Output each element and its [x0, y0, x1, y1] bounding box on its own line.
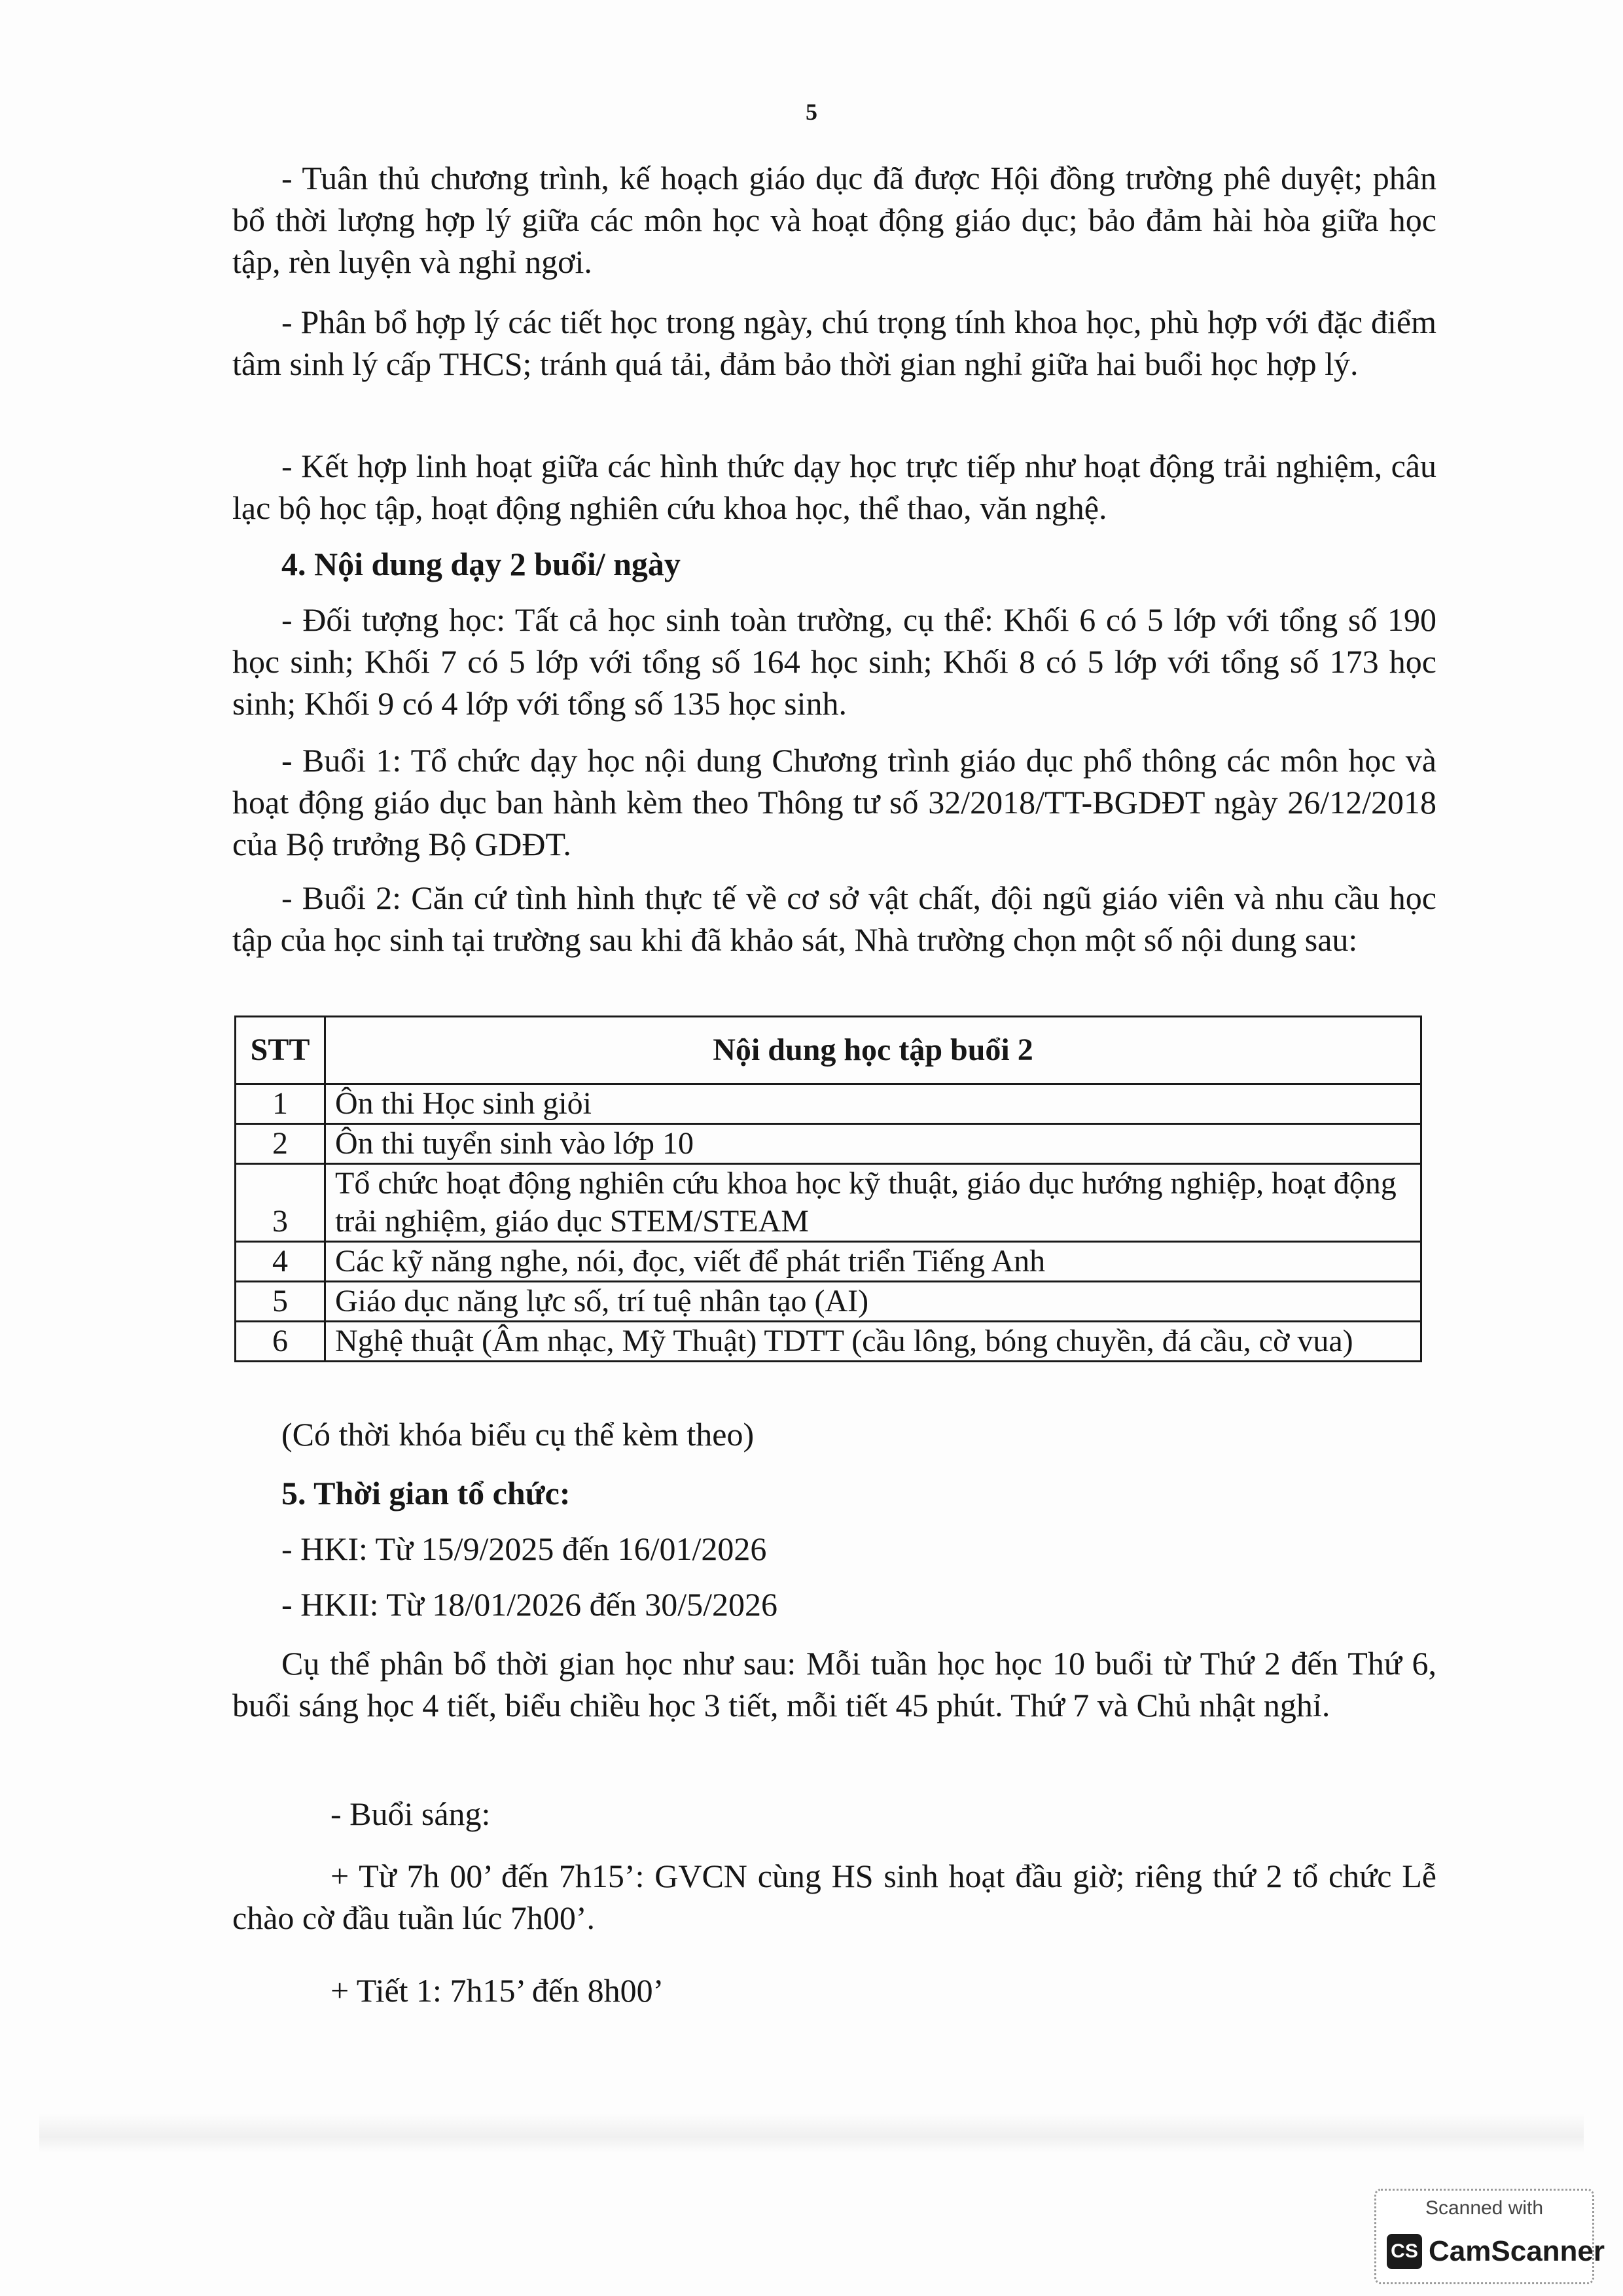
- morning-session-label: - Buổi sáng:: [330, 1795, 491, 1832]
- paragraph-students: - Đối tượng học: Tất cả học sinh toàn trường, cụ thể: Khối 6 có 5 lớp với tổng số 190 học sinh; Khối 7 có 5 lớp với tổng số 164 học sinh; Khối 8 có 5 lớp với tổng số 173 học sinh; Khối 9 có 4 lớp với tổng số 135 học sinh.: [232, 601, 1436, 722]
- row-content: Ôn thi tuyển sinh vào lớp 10: [325, 1124, 1421, 1164]
- paragraph-session-1: - Buổi 1: Tổ chức dạy học nội dung Chương trình giáo dục phổ thông các môn học và hoạt động giáo dục ban hành kèm theo Thông tư số 32/2018/TT-BGDĐT ngày 26/12/2018 của Bộ trưởng Bộ GDĐT.: [232, 742, 1436, 862]
- table-row: [236, 1164, 1421, 1242]
- camscanner-brand: CamScanner: [1429, 2235, 1605, 2267]
- row-content: Ôn thi Học sinh giỏi: [325, 1084, 1421, 1124]
- row-stt: 6: [236, 1322, 325, 1362]
- schedule-item-period-1: + Tiết 1: 7h15’ đến 8h00’: [330, 1972, 664, 2009]
- section-4-heading: 4. Nội dung dạy 2 buổi/ ngày: [281, 546, 681, 582]
- camscanner-badge: [1374, 2189, 1605, 2284]
- table-row: [236, 1282, 1421, 1322]
- paragraph-flexible-teaching: - Kết hợp linh hoạt giữa các hình thức dạy học trực tiếp như hoạt động trải nghiệm, câu lạc bộ học tập, hoạt động nghiên cứu khoa học, thể thao, văn nghệ.: [232, 448, 1436, 526]
- semester-2-dates: - HKII: Từ 18/01/2026 đến 30/5/2026: [281, 1586, 778, 1623]
- section-5-heading: 5. Thời gian tổ chức:: [281, 1475, 571, 1511]
- header-stt: STT: [236, 1017, 325, 1084]
- scanned-with-label: Scanned with: [1425, 2197, 1544, 2219]
- row-stt: 5: [236, 1282, 325, 1322]
- paragraph-program-compliance: - Tuân thủ chương trình, kế hoạch giáo dục đã được Hội đồng trường phê duyệt; phân bổ thời lượng hợp lý giữa các môn học và hoạt động giáo dục; bảo đảm hài hòa giữa học tập, rèn luyện và nghỉ ngơi.: [232, 160, 1436, 280]
- schedule-item-homeroom: + Từ 7h 00’ đến 7h15’: GVCN cùng HS sinh hoạt đầu giờ; riêng thứ 2 tổ chức Lễ chào cờ đầu tuần lúc 7h00’.: [232, 1858, 1436, 1936]
- paragraph-session-2: - Buổi 2: Căn cứ tình hình thực tế về cơ sở vật chất, đội ngũ giáo viên và nhu cầu học tập của học sinh tại trường sau khi đã khảo sát, Nhà trường chọn một số nội dung sau:: [232, 879, 1436, 958]
- page-number: 5: [806, 99, 817, 125]
- table-header-row: [236, 1017, 1421, 1084]
- row-stt: 3: [236, 1164, 325, 1242]
- paragraph-schedule-detail: Cụ thể phân bổ thời gian học như sau: Mỗi tuần học học 10 buổi từ Thứ 2 đến Thứ 6, buổi sáng học 4 tiết, biểu chiều học 3 tiết, mỗi tiết 45 phút. Thứ 7 và Chủ nhật nghỉ.: [232, 1645, 1436, 1723]
- scan-shadow: [39, 2113, 1584, 2153]
- row-stt: 4: [236, 1242, 325, 1282]
- table-note: (Có thời khóa biểu cụ thể kèm theo): [281, 1416, 755, 1453]
- table-row: [236, 1084, 1421, 1124]
- header-content: Nội dung học tập buổi 2: [325, 1017, 1421, 1084]
- semester-1-dates: - HKI: Từ 15/9/2025 đến 16/01/2026: [281, 1530, 767, 1567]
- row-stt: 2: [236, 1124, 325, 1164]
- row-content: Các kỹ năng nghe, nói, đọc, viết để phát triển Tiếng Anh: [325, 1242, 1421, 1282]
- table-row: [236, 1322, 1421, 1362]
- row-content: Tổ chức hoạt động nghiên cứu khoa học kỹ thuật, giáo dục hướng nghiệp, hoạt động trải nghiệm, giáo dục STEM/STEAM: [325, 1164, 1421, 1242]
- table-row: [236, 1242, 1421, 1282]
- row-content: Nghệ thuật (Âm nhạc, Mỹ Thuật) TDTT (cầu lông, bóng chuyền, đá cầu, cờ vua): [325, 1322, 1421, 1362]
- row-content: Giáo dục năng lực số, trí tuệ nhân tạo (AI): [325, 1282, 1421, 1322]
- paragraph-lesson-allocation: - Phân bổ hợp lý các tiết học trong ngày, chú trọng tính khoa học, phù hợp với đặc điểm tâm sinh lý cấp THCS; tránh quá tải, đảm bảo thời gian nghỉ giữa hai buổi học hợp lý.: [232, 304, 1436, 382]
- camscanner-logo-icon: CS: [1387, 2234, 1422, 2269]
- table-row: [236, 1124, 1421, 1164]
- row-stt: 1: [236, 1084, 325, 1124]
- session-2-content-table: [234, 1016, 1422, 1362]
